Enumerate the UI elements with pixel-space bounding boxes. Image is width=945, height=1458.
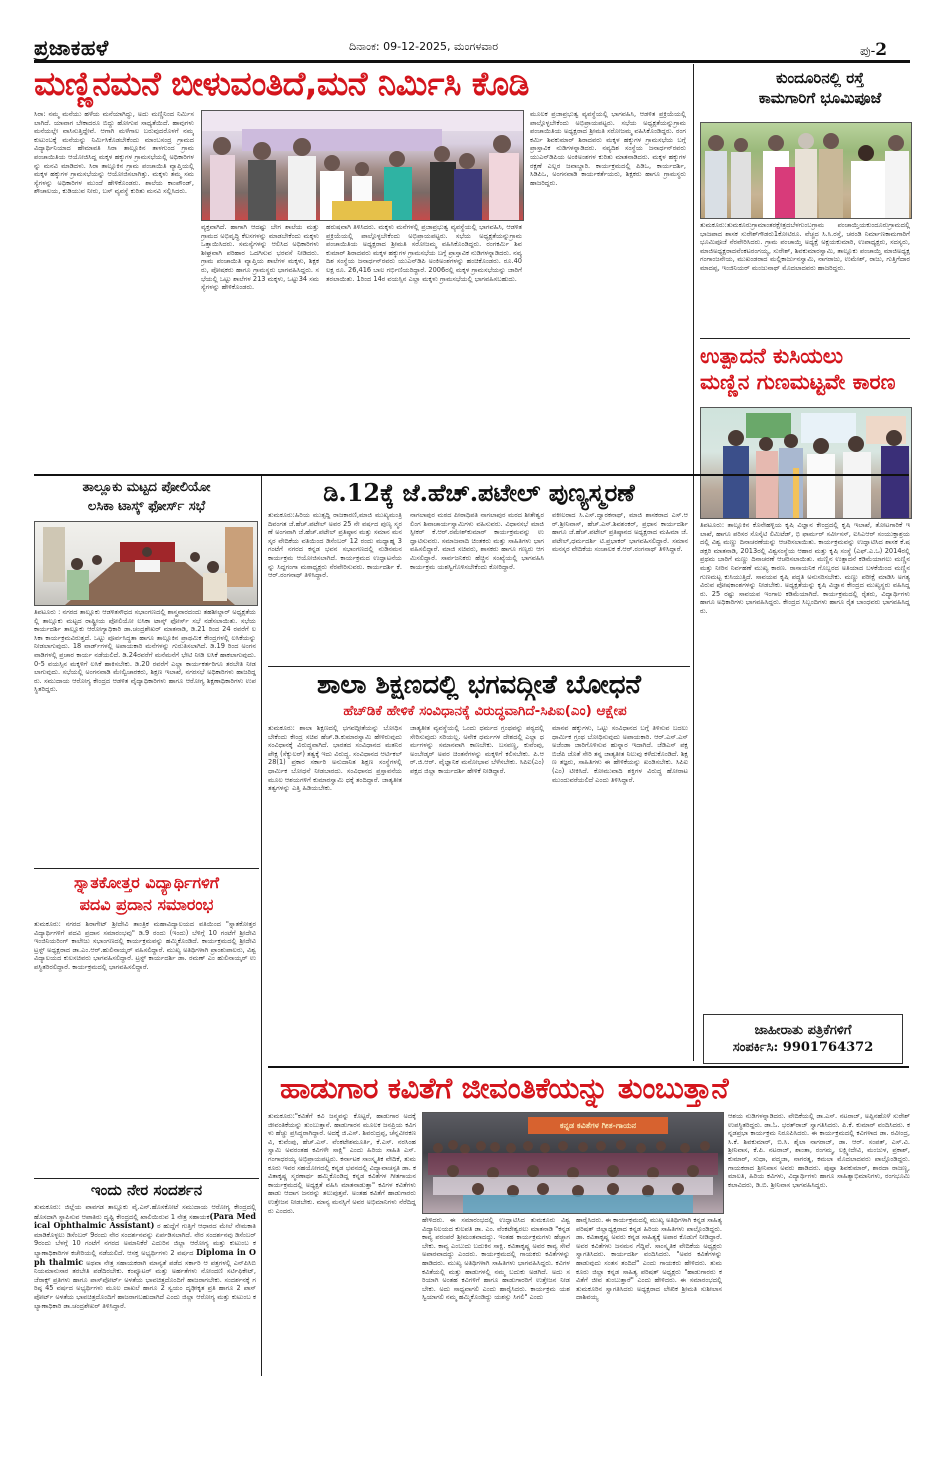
- soil-headline-line2: ಮಣ್ಣಿನ ಗುಣಮಟ್ಟವೇ ಕಾರಣ: [700, 370, 896, 394]
- advertisement-box: [703, 1014, 903, 1064]
- patel-headline: ಡಿ.12ಕ್ಕೆ ಜೆ.ಹೆಚ್.ಪಟೇಲ್ ಪುಣ್ಯಸ್ಮರಣೆ: [323, 478, 635, 507]
- polio-photo: [34, 521, 258, 606]
- poet-photo-banner: ಕನ್ನಡ ಕವಿತೆಗಳ ಗೀತ-ಗಾಯನ: [528, 1117, 668, 1134]
- polio-photo-image: [35, 522, 257, 605]
- convocation-headline-line1: ಸ್ನಾತಕೋತ್ತರ ವಿದ್ಯಾರ್ಥಿಗಳಿಗೆ: [73, 873, 220, 892]
- poet-body-col1: ತುಮಕೂರು:"ಕವಿತೆಗೆ ಕವಿ ಜನ್ಮವನ್ನು ಕೊಟ್ಟರೆ, ಹಾಡುಗಾರ ಅದಕ್ಕೆ ಜೀವಂತಿಕೆಯನ್ನು ತುಂಬುತ್ತಾನೆ. ಹಾಡುಗಾರನ ಮೂಲಕ ಜನಪ್ರಿಯ ಕವಿಗಳು ಹೆಚ್ಚು ಪ್ರಸಿದ್ಧರಾಗಿದ್ದಾರೆ. ಅದಕ್ಕೆ ಜಿ.ಎಸ್. ಶಿವರುದ್ರಪ್ಪ, ಚೆನ್ನವೀರಕಣವಿ, ಕುವೆಂಪು, ಹೆಚ್.ಎಸ್. ವೆಂಕಟೇಶಮೂರ್ತಿ, ಕೆ.ಎಸ್. ನರಸಿಂಹಸ್ವಾಮಿ ಅವರಂತಹ ಕವಿಗಳೇ ಸಾಕ್ಷಿ" ಎಂದು ಹಿರಿಯ ಸಾಹಿತಿ ಎಸ್.ಗಂಗಾಧರಯ್ಯ ಅಭಿಪ್ರಾಯಪಟ್ಟರು. ಕರ್ನಾಟಕ ಸಾಂಸ್ಕೃತಿಕ ವೇದಿಕೆ, ತುಮಕೂರು ಇವರ ಸಹಯೋಗದಲ್ಲಿ ಕನ್ನಡ ಭವನದಲ್ಲಿ ವಿದ್ಯಾವಾಚಸ್ಪತಿ ಡಾ. ಕವಿತಾಕೃಷ್ಣ ಸ್ಮರಣಾರ್ಥ ಹಮ್ಮಿಕೊಂಡಿದ್ದ ಕನ್ನಡ ಕವಿತೆಗಳ ಗೀತಗಾಯನ ಕಾರ್ಯಕ್ರಮದಲ್ಲಿ ಅಧ್ಯಕ್ಷತೆ ವಹಿಸಿ ಮಾತನಾಡುತ್ತಾ" ಕವಿಗಳ ಕವಿತೆಗಳು ಹಾಡು ಆದಾಗ ಜನರನ್ನು ತಲುಪುತ್ತವೆ. ಅಂತಹ ಕವಿತೆಗೆ ಹಾಡುಗಾರರು ಉತ್ತೇಜನ ನೀಡಬೇಕು. ಮಾನ್ಯ ಮನಸ್ಸಿಗೆ ಅವರ ಅಭಿಮಾನಿಗಳು ನೆರೆದಿದ್ದರು ಎಂದರು.: [268, 1112, 416, 1215]
- lead-body-col3: ಹರುಷವಾಗಿ ತಿಳಿಸಿದರು. ಮಕ್ಕಳು ಮನೆಗಳಲ್ಲಿ ಪ್ರಜಾಪ್ರಭುತ್ವ ವ್ಯವಸ್ಥೆಯಲ್ಲಿ ಭಾಗವಹಿಸಿ, ಆಡಳಿತ ಪ್ರಕ್ರಿಯೆಯಲ್ಲಿ ಪಾಲ್ಗೊಳ್ಳಬೇಕೆಂದು ಅಭಿಪ್ರಾಯಪಟ್ಟರು. ಸಭೆಯ ಅಧ್ಯಕ್ಷತೆಯನ್ನುಗ್ರಾಮ ಪಂಚಾಯಿತಿಯ ಅಧ್ಯಕ್ಷರಾದ ಶ್ರೀಮತಿ ಸರೋಜಮ್ಮ ವಹಿಸಿಕೊಂಡಿದ್ದರು. ರಂಗಕರ್ಮಿ ಶಿವಕುಮಾರ್ ಶಿರಾದವರು ಮಕ್ಕಳ ಹಕ್ಕುಗಳ ಗ್ರಾಮಸಭೆಯ ಬಗ್ಗೆ ಪ್ರಾಸ್ತಾವಿಕ ನುಡಿಗಳನ್ನಾಡಿದರು. ನವ್ಯದಿಶ ಸಂಸ್ಥೆಯ ಜನಾರ್ಧನ್‌ರವರು ಯುಎನ್‌ಡಿಪಿ ಅಂಕಿಅಂಶಗಳನ್ನು ಹಂಚಿಕೊಂಡರು. ರೂ.40 ಲಕ್ಷ ರೂ. 26,416 ಬಾಲ ಗರ್ಭಿಣಿಯರಿದ್ದಾರೆ. 2006ರಲ್ಲಿ ಮಕ್ಕಳ ಗ್ರಾಮಸಭೆಯನ್ನು ಜಾರಿಗೆ ತರಲಾಯಿತು. 1ರಿಂದ 14ರ ವಯಸ್ಸಿನ ಎಲ್ಲಾ ಮಕ್ಕಳು ಗ್ರಾಮಸಭೆಯಲ್ಲಿ ಭಾಗವಹಿಸಬಹುದು.: [326, 223, 522, 283]
- issue-date: ದಿನಾಂಕ: 09-12-2025, ಮಂಗಳವಾರ: [349, 40, 499, 53]
- gita-body-col1: ತುಮಕೂರು: ಶಾಲಾ ಶಿಕ್ಷಣದಲ್ಲಿ ಭಗವದ್ಗೀತೆಯನ್ನು ಬೋಧಿಸಬೇಕೆಂದು ಕೇಂದ್ರ ಸಚಿವ ಹೆಚ್.ಡಿ.ಕುಮಾರಸ್ವಾಮಿ ಹೇಳಿರುವುದು ಸಂವಿಧಾನಕ್ಕೆ ವಿರುದ್ಧವಾಗಿದೆ. ಭಾರತದ ಸಂವಿಧಾನದ ಮತನಿರಪೇಕ್ಷ (ಸೆಕ್ಯುಲರ್) ತತ್ವಕ್ಕೆ ಇದು ವಿರುದ್ಧ. ಸಂವಿಧಾನದ ಆರ್ಟಿಕಲ್ 28(1) ಪ್ರಕಾರ ಸರ್ಕಾರಿ ಅನುದಾನಿತ ಶಿಕ್ಷಣ ಸಂಸ್ಥೆಗಳಲ್ಲಿ ಧಾರ್ಮಿಕ ಬೋಧನೆ ನೀಡಬಾರದು. ಸಂವಿಧಾನದ ಪ್ರಸ್ತಾವನೆಯ ಮೂಲ ಆಶಯಗಳಿಗೆ ಕುಮಾರಸ್ವಾಮಿ ಧಕ್ಕೆ ತಂದಿದ್ದಾರೆ. ಜಾತ್ಯತೀತ ತತ್ವಗಳನ್ನು ಎತ್ತಿ ಹಿಡಿಯಬೇಕು.: [268, 724, 402, 793]
- poet-photo-image: [423, 1113, 723, 1213]
- lead-headline: ಮಣ್ಣಿನಮನೆ ಬೀಳುವಂತಿದೆ,ಮನೆ ನಿರ್ಮಿಸಿ ಕೊಡಿ: [34, 64, 529, 103]
- patel-body-col2: ನಾಗಲಾಪುರ ಮಠದ ಪೀಠಾಧಿಪತಿ ನಾಗಲಾಪುರ ಮಠದ ಶೀತೇಶ್ವರಲಿಂಗ ಶಿವಾಚಾರ್ಯಸ್ವಾಮಿಗಳು ವಹಿಸುವರು. ವಿಧಾನಸಭೆ ಮಾಜಿ ಸ್ಪೀಕರ್ ಕೆ.ಆರ್.ರಮೇಶ್‌ಕುಮಾರ್ ಕಾರ್ಯಕ್ರಮವನ್ನು ಉದ್ಘಾಟಿಸುವರು. ಸಮಾಜವಾದಿ ಚಿಂತಕರು ಮತ್ತು ಸಾಹಿತಿಗಳು ಭಾಗವಹಿಸಲಿದ್ದಾರೆ. ಮಾಜಿ ಸಚಿವರು, ಶಾಸಕರು ಹಾಗೂ ಗಣ್ಯರು ಆಗಮಿಸಲಿದ್ದಾರೆ. ಸಾರ್ವಜನಿಕರು ಹೆಚ್ಚಿನ ಸಂಖ್ಯೆಯಲ್ಲಿ ಭಾಗವಹಿಸಿ ಕಾರ್ಯಕ್ರಮ ಯಶಸ್ವಿಗೊಳಿಸಬೇಕೆಂದು ಕೋರಿದ್ದಾರೆ.: [410, 511, 544, 571]
- polio-headline-line2: ಲಸಿಕಾ ಟಾಸ್ಕ್ ಫೋರ್ಸ್ ಸಭೆ: [87, 499, 206, 514]
- eye-body-mid: ರ ಹುದ್ದೆಗೆ ಗುತ್ತಿಗೆ ಆಧಾರದ ಮೇಲೆ ನೇಮಕಾತಿ ಮಾಡಿಕೊಳ್ಳಲು ಡಿಸೆಂಬರ್ 9ರಂದು ನೇರ ಸಂದರ್ಶನವನ್ನು ಏರ್ಪಡಿಸಲಾಗಿದೆ. ನೇರ ಸಂದರ್ಶನವು ಡಿಸೆಂಬರ್ 9ರಂದು ಬೆಳಗ್ಗೆ 10 ಗಂಟೆಗೆ ನಗರದ ಅಮಾನಿಕೆರೆ ಎದುರಿನ ಜಿಲ್ಲಾ ಆರೋಗ್ಯ ಮತ್ತು ಕುಟುಂಬ ಕಲ್ಯಾಣಾಧಿಕಾರಿಗಳ ಕಚೇರಿಯಲ್ಲಿ ನಡೆಯಲಿದೆ. ಆಸಕ್ತ ಅಭ್ಯರ್ಥಿಗಳು 2 ವರ್ಷದ: [34, 1222, 256, 1257]
- lead-photo-image: [202, 111, 523, 220]
- section-divider: [34, 1178, 259, 1179]
- poet-photo: [422, 1112, 724, 1214]
- soil-photo: [700, 407, 912, 519]
- lead-body-col4: ಮೂಲಕ ಪ್ರಜಾಪ್ರಭುತ್ವ ವ್ಯವಸ್ಥೆಯಲ್ಲಿ ಭಾಗವಹಿಸಿ, ಆಡಳಿತ ಪ್ರಕ್ರಿಯೆಯಲ್ಲಿ ಪಾಲ್ಗೊಳ್ಳಬೇಕೆಂದು ಅಭಿಪ್ರಾಯಪಟ್ಟರು. ಸಭೆಯ ಅಧ್ಯಕ್ಷತೆಯನ್ನುಗ್ರಾಮ ಪಂಚಾಯಿತಿಯ ಅಧ್ಯಕ್ಷರಾದ ಶ್ರೀಮತಿ ಸರೋಜಮ್ಮ ವಹಿಸಿಕೊಂಡಿದ್ದರು. ರಂಗಕರ್ಮಿ ಶಿವಕುಮಾರ್ ಶಿರಾದವರು ಮಕ್ಕಳ ಹಕ್ಕುಗಳ ಗ್ರಾಮಸಭೆಯ ಬಗ್ಗೆ ಪ್ರಾಸ್ತಾವಿಕ ನುಡಿಗಳನ್ನಾಡಿದರು. ನವ್ಯದಿಶ ಸಂಸ್ಥೆಯ ಜನಾರ್ಧನ್‌ರವರು ಯುಎನ್‌ಡಿಪಿಯ ಅಂಕಿಅಂಶಗಳ ಕುರಿತು ಮಾತನಾಡಿದರು. ಮಕ್ಕಳ ಹಕ್ಕುಗಳ ರಕ್ಷಣೆ ಎಲ್ಲರ ಜವಾಬ್ದಾರಿ. ಕಾರ್ಯಕ್ರಮದಲ್ಲಿ ಪಿಡಿಒ, ಕಾರ್ಯದರ್ಶಿ, ಸಿಡಿಪಿಒ, ಅಂಗನವಾಡಿ ಕಾರ್ಯಕರ್ತೆಯರು, ಶಿಕ್ಷಕರು ಹಾಗೂ ಗ್ರಾಮಸ್ಥರು ಹಾಜರಿದ್ದರು.: [530, 110, 686, 187]
- page-label: ಪು-: [860, 44, 876, 59]
- eye-body-intro: ತುಮಕೂರು: ಜಿಲ್ಲೆಯ ಪಾವಗಡ ತಾಲ್ಲೂಕು ವೈ.ಎನ್.ಹೊಸಕೋಟೆ ಸಮುದಾಯ ಆರೋಗ್ಯ ಕೇಂದ್ರದಲ್ಲಿ ಹೊಸದಾಗಿ ಸ್ಥಾಪಿಸುವ ಆಪಾತಿರು ದೃಷ್ಟಿ ಕೇಂದ್ರದಲ್ಲಿ ಖಾಲಿಯಿರುವ 1 ನೇತ್ರ ಸಹಾಯಕ: [34, 1203, 256, 1221]
- ad-line1: ಜಾಹೀರಾತು ಪತ್ರಿಕೆಗಳಿಗೆ: [754, 1023, 852, 1038]
- column-divider: [693, 476, 694, 1061]
- poet-headline: ಹಾಡುಗಾರ ಕವಿತೆಗೆ ಜೀವಂತಿಕೆಯನ್ನು ತುಂಬುತ್ತಾನೆ: [280, 1071, 729, 1105]
- kunduru-headline: [700, 68, 940, 108]
- gita-headline: ಶಾಲಾ ಶಿಕ್ಷಣದಲ್ಲಿ ಭಗವದ್ಗೀತೆ ಬೋಧನೆ: [316, 670, 642, 700]
- soil-headline-line1: ಉತ್ಪಾದನೆ ಕುಸಿಯಲು: [700, 344, 844, 368]
- patel-body-col3: ವಕೀಲರಾದ ಸಿ.ಎಸ್.ದ್ವಾರಕನಾಥ್, ಮಾಜಿ ಶಾಸಕರಾದ ಎಸ್.ಆರ್.ಶ್ರೀನಿವಾಸ್, ಹೆಚ್.ಎಸ್.ಶಿವಶಂಕರ್, ಪ್ರಧಾನ ಕಾರ್ಯದರ್ಶಿ ಹಾಗೂ ಜೆ.ಹೆಚ್.ಪಟೇಲ್ ಪ್ರತಿಷ್ಠಾನದ ಅಧ್ಯಕ್ಷರಾದ ಮಹಿಮಾ ಜೆ.ಪಟೇಲ್,ಧರ್ಮದರ್ಶಿ ಟಿ.ಪ್ರಭಾಕರ್ ಭಾಗವಹಿಸಲಿದ್ದಾರೆ. ಸಮಾನ ಮನಸ್ಕರ ವೇದಿಕೆಯ ಸಂಚಾಲಕ ಕೆ.ಆರ್.ರಂಗನಾಥ್ ತಿಳಿಸಿದ್ದಾರೆ.: [552, 511, 688, 554]
- lead-photo: [201, 110, 524, 221]
- convocation-headline-line2: ಪದವಿ ಪ್ರದಾನ ಸಮಾರಂಭ: [79, 895, 214, 914]
- page-number-value: 2: [875, 40, 888, 60]
- eye-english-post: (Para Medical Ophthalmic Assistant): [34, 1210, 256, 1231]
- eye-headline: ಇಂದು ನೇರ ಸಂದರ್ಶನ: [90, 1181, 203, 1199]
- eye-english-course: Diploma in Oph thalmic: [34, 1246, 256, 1267]
- convocation-headline: [34, 872, 259, 916]
- gita-body-col3: ಮಾನವ ಹಕ್ಕುಗಳು, ಒಟ್ಟು ಸಂವಿಧಾನದ ಬಗ್ಗೆ ತಿಳಿಸುವ ಬದಲು ಧಾರ್ಮಿಕ ಗ್ರಂಥ ಬೋಧಿಸುವುದು ಅಪಾಯಕಾರಿ. ಆರ್.ಎಸ್.ಎಸ್ ಅಜೆಂಡಾ ಜಾರಿಗೊಳಿಸುವ ಹುನ್ನಾರ ಇದಾಗಿದೆ. ಜೆಡಿಎಸ್ ಪಕ್ಷ ಬಿಜೆಪಿ ಜೊತೆ ಸೇರಿ ತನ್ನ ಜಾತ್ಯತೀತ ನಿಲುವು ಕಳೆದುಕೊಂಡಿದೆ. ಶಿಕ್ಷಣ ತಜ್ಞರು, ಸಾಹಿತಿಗಳು ಈ ಹೇಳಿಕೆಯನ್ನು ಖಂಡಿಸಬೇಕು. ಸಿಪಿಐ(ಎಂ) ಟೀಕಿಸಿದೆ. ಕೋಮುವಾದಿ ಶಕ್ತಿಗಳ ವಿರುದ್ಧ ಹೋರಾಟ ಮುಂದುವರೆಯಲಿದೆ ಎಂದು ತಿಳಿಸಿದ್ದಾರೆ.: [552, 724, 688, 784]
- kunduru-photo: [700, 122, 912, 219]
- poet-body-col2: ಹೇಳಿದರು. ಈ ಸಮಾರಂಭದಲ್ಲಿ ಉದ್ಘಾಟಿಸಿದ ತುಮಕೂರು ವಿಶ್ವವಿದ್ಯಾನಿಲಯದ ಕುಲಪತಿ ಡಾ. ಎಂ. ವೆಂಕಟೇಶ್ವರಲು ಮಾತನಾಡಿ "ಕನ್ನಡ ಕಾವ್ಯ ಪರಂಪರೆ ಶ್ರೀಮಂತವಾದದ್ದು. ಇಂತಹ ಕಾರ್ಯಕ್ರಮಗಳು ಹೆಚ್ಚಾಗಬೇಕು. ಕಾವ್ಯ ಎಂಬುದು ಬದುಕಿನ ಸಾಕ್ಷಿ. ಕವಿತಾಕೃಷ್ಣ ಅವರ ಕಾವ್ಯ ಸೇವೆ ಅಪಾರವಾದದ್ದು ಎಂದರು. ಕಾರ್ಯಕ್ರಮದಲ್ಲಿ ಗಾಯಕರು ಕವಿತೆಗಳನ್ನು ಹಾಡಿದರು. ಮುಖ್ಯ ಅತಿಥಿಗಳಾಗಿ ಸಾಹಿತಿಗಳು ಭಾಗವಹಿಸಿದ್ದರು. ಕವಿಗಳ ಕವಿತೆಯಲ್ಲಿ ಮತ್ತು ಹಾಡುಗಳಲ್ಲಿ ನಮ್ಮ ಬದುಕು ಅಡಗಿದೆ. ಅದು ಸರಿಯಾಗಿ ಅಂತಹ ಕವಿಗಳಿಗೆ ಹಾಗೂ ಹಾಡುಗಾರರಿಗೆ ಉತ್ತೇಜನ ನೀಡಬೇಕು. ಅದು ಸಾಧ್ಯವಾಗಲಿ ಎಂದು ಹಾರೈಸಿದರು. ಕಾರ್ಯಕ್ರಮ ಯಶಸ್ವಿಯಾಗಲಿ ನಮ್ಮ ಹಮ್ಮಿಕೊಂಡಿದ್ದು ಯಶಸ್ಸು ಸಿಗಲಿ" ಎಂದು: [422, 1216, 570, 1302]
- kunduru-body: ತುಮಕೂರು:ತುಮಕೂರುಗ್ರಾಮಾಂತರಕ್ಷೇತ್ರದಬೆಳಗುಂಬಗ್ರಾಮ ಪಂಚಾಯ್ತಿಯಕುಂದೂರುಗ್ರಾಮದಲ್ಲಿ ಭಾಜಪಾದ ಶಾಸಕ ಸುರೇಶ್‌ಗೌಡರು1ಕೋಟಿರೂ. ವೆಚ್ಚದ ಸಿ.ಸಿ.ರಸ್ತೆ, ಚರಂಡಿ ನಿರ್ಮಾಣಕಾಮಗಾರಿಗೆ ಭೂಮಿಪೂಜೆ ನೆರವೇರಿಸಿದರು. ಗ್ರಾಮ ಪಂಚಾಯ್ತಿ ಅಧ್ಯಕ್ಷೆ ಅಕ್ಷಯಕುಮಾರಿ, ಉಪಾಧ್ಯಕ್ಷರು, ಸದಸ್ಯರು, ಮಾಜಿಅಧ್ಯಕ್ಷರಾದವೆಂಕಟರಂಗಯ್ಯ, ಸುರೇಶ್, ಶಿವಕುಮಾರಸ್ವಾಮಿ, ತಾಲ್ಲೂಕು ಪಂಚಾಯ್ತಿ ಮಾಜಿಅಧ್ಯಕ್ಷಗಂಗಾಂಜನೇಯ, ಮುಖಂಡರಾದ ಮಲ್ಲಿಕಾರ್ಜುನಸ್ವಾಮಿ, ನಾಗರಾಜು, ಉಮೇಶ್, ರಾಜು, ಗುತ್ತಿಗೆದಾರ ಮಾದಪ್ಪ, ಇಂಜಿನಿಯರ್ ಮಂಜುನಾಥ್ ಮೊದಲಾದವರು ಹಾಜರಿದ್ದರು.: [700, 221, 910, 272]
- page-number: [860, 40, 887, 60]
- section-divider: [700, 338, 910, 339]
- polio-headline: [34, 478, 259, 516]
- newspaper-name: ಪ್ರಜಾಕಹಳೆ: [34, 36, 109, 60]
- gita-body-col2: ಜಾತ್ಯತೀತ ವ್ಯವಸ್ಥೆಯಲ್ಲಿ ಒಂದು ಧರ್ಮದ ಗ್ರಂಥವನ್ನು ಪಠ್ಯದಲ್ಲಿ ಸೇರಿಸುವುದು ಸರಿಯಲ್ಲ. ಅನೇಕ ಧರ್ಮಗಳ ದೇಶದಲ್ಲಿ ಎಲ್ಲಾ ಧರ್ಮಗಳನ್ನು ಸಮಾನವಾಗಿ ಕಾಣಬೇಕು. ಬಸವಣ್ಣ, ಕುವೆಂಪು, ಅಂಬೇಡ್ಕರ್ ಅವರ ಚಿಂತನೆಗಳನ್ನು ಮಕ್ಕಳಿಗೆ ಕಲಿಸಬೇಕು. ಪಿ.ಆರ್.ಜಿ.ಆರ್. ವೈಜ್ಞಾನಿಕ ಮನೋಭಾವ ಬೆಳೆಸಬೇಕು. ಸಿಪಿಐ(ಎಂ) ಪಕ್ಷದ ಜಿಲ್ಲಾ ಕಾರ್ಯದರ್ಶಿ ಹೇಳಿಕೆ ನೀಡಿದ್ದಾರೆ.: [410, 724, 544, 775]
- column-divider: [693, 64, 694, 474]
- section-divider: [34, 868, 259, 869]
- kunduru-headline-line1: ಕುಂದೂರಿನಲ್ಲಿ ರಸ್ತೆ: [775, 69, 865, 87]
- poet-body-col3: ಹಾರೈಸಿದರು. ಈ ಕಾರ್ಯಕ್ರಮದಲ್ಲಿ ಮುಖ್ಯ ಅತಿಥಿಗಳಾಗಿ ಕನ್ನಡ ಸಾಹಿತ್ಯ ಪರಿಷತ್ ಜಿಲ್ಲಾಧ್ಯಕ್ಷರಾದ ಕನ್ನಡ ಹಿರಿಯ ಸಾಹಿತಿಗಳು ಪಾಲ್ಗೊಂಡಿದ್ದರು. ಡಾ. ಕವಿತಾಕೃಷ್ಣ ಅವರು ಕನ್ನಡ ಸಾಹಿತ್ಯಕ್ಕೆ ಅಪಾರ ಕೊಡುಗೆ ನೀಡಿದ್ದಾರೆ. ಅವರ ಕವಿತೆಗಳು ಜನಮನ ಗೆದ್ದಿವೆ. ಸಾಂಸ್ಕೃತಿಕ ವೇದಿಕೆಯ ಅಧ್ಯಕ್ಷರು ಸ್ವಾಗತಿಸಿದರು. ಕಾರ್ಯದರ್ಶಿ ವಂದಿಸಿದರು. "ಅವರ ಕವಿತೆಗಳನ್ನು ಹಾಡುವುದು ಸಂತಸ ತಂದಿದೆ" ಎಂದು ಗಾಯಕರು ಹೇಳಿದರು. ತುಮಕೂರು ಜಿಲ್ಲಾ ಕನ್ನಡ ಸಾಹಿತ್ಯ ಪರಿಷತ್ ಅಧ್ಯಕ್ಷರು "ಹಾಡುಗಾರರು ಕವಿತೆಗೆ ಜೀವ ತುಂಬುತ್ತಾರೆ" ಎಂದು ಹೇಳಿದರು. ಈ ಸಮಾರಂಭದಲ್ಲಿ ತುಮಕೂರಿನ ಸ್ವಾಗತಿಸಿದರು ಅಧ್ಯಕ್ಷರಾದ ಲೇಖಿಕ ಶ್ರೀಮತಿ ಸುಶೀಲಾಸದಾಶಿವಯ್ಯ: [576, 1216, 722, 1302]
- ad-contact: ಸಂಪರ್ಕಿಸಿ: 9901764372: [732, 1040, 874, 1055]
- polio-headline-line1: ತಾಲ್ಲೂಕು ಮಟ್ಟದ ಪೋಲಿಯೋ: [82, 480, 211, 495]
- kunduru-photo-image: [701, 123, 911, 218]
- soil-photo-image: [701, 408, 911, 518]
- masthead-rule: [34, 60, 910, 63]
- soil-headline: [700, 343, 895, 395]
- gita-subheadline: ಹೆಚ್‌ಡಿಕೆ ಹೇಳಿಕೆ ಸಂವಿಧಾನಕ್ಕೆ ವಿರುದ್ಧವಾಗಿದೆ-ಸಿಪಿಐ(ಎಂ) ಆಕ್ಷೇಪ: [343, 703, 627, 719]
- lead-body-col2: ವ್ಯಕ್ತವಾಗಿದೆ. ಹಾಗಾಗಿ ಆದಷ್ಟು ಬೇಗ ಶಾಲೆಯ ಮತ್ತು ಗ್ರಾಮದ ಅಭಿವೃದ್ಧಿ ಕೆಲಸಗಳನ್ನು ಮಾಡಬೇಕೆಂದು ಮಕ್ಕಳು ಒತ್ತಾಯಿಸಿದರು. ಸಮಸ್ಯೆಗಳನ್ನು ಆಲಿಸಿದ ಅಧಿಕಾರಿಗಳು ಶೀಘ್ರವಾಗಿ ಪರಿಹಾರ ಒದಗಿಸುವ ಭರವಸೆ ನೀಡಿದರು. ಗ್ರಾಮ ಪಂಚಾಯಿತಿ ವ್ಯಾಪ್ತಿಯ ಶಾಲೆಗಳ ಮಕ್ಕಳು, ಶಿಕ್ಷಕರು, ಪೋಷಕರು ಹಾಗೂ ಗ್ರಾಮಸ್ಥರು ಭಾಗವಹಿಸಿದ್ದರು. ಸಭೆಯಲ್ಲಿ ಒಟ್ಟು ಶಾಲೆಗಳ 213 ಮಕ್ಕಳು, ಒಟ್ಟು34 ಸಮಸ್ಯೆಗಳನ್ನು ಹೇಳಿಕೊಂಡರು.: [201, 223, 319, 292]
- section-divider: [268, 666, 690, 667]
- lead-body-col1: ಸಿರಾ: ನಮ್ಮ ಮನೆಯು ಹಳೆಯ ಮನೆಯಾಗಿದ್ದು, ಅದು ಮಣ್ಣಿನಿಂದ ನಿರ್ಮಿಸಲಾಗಿದೆ. ಯಾವಾಗ ಬೇಕಾದರೂ ಬಿದ್ದು ಹೋಗುವ ಸಾಧ್ಯತೆಯಿದೆ. ಹಾವುಗಳು ಮನೆಯಲ್ಲೇ ವಾಸಿಸುತ್ತಿದ್ದೇವೆ. ಆಗಾಗಿ ಮಳೆಗಾಲ ಬರುವುದರೊಳಗೆ ನಮ್ಮಕುಟುಂಬಕ್ಕೆ ಮನೆಯನ್ನು ನಿರ್ಮಿಸಿಕೊಡಬೇಕೆಂದು ಮಾಂಬಸಂದ್ರ ಗ್ರಾಮದ ವಿದ್ಯಾರ್ಥಿನಿಯಾದ ಹೇಮಾವತಿ ಸಿರಾ ತಾಲ್ಲೂಕಿನ ತಾಳಗುಂದ ಗ್ರಾಮ ಪಂಚಾಯಿತಿಯ ಆಯೋಜಿಸಿದ್ದ ಮಕ್ಕಳ ಹಕ್ಕುಗಳ ಗ್ರಾಮಸಭೆಯಲ್ಲಿ ಅಧಿಕಾರಿಗಳನ್ನು ಮನವಿ ಮಾಡಿದಳು. ಸಿರಾ ತಾಲ್ಲೂಕಿನ ಗ್ರಾಮ ಪಂಚಾಯಿತಿ ವ್ಯಾಪ್ತಿಯಲ್ಲಿ ಮಕ್ಕಳ ಹಕ್ಕುಗಳ ಗ್ರಾಮಸಭೆಯನ್ನು ಆಯೋಜಿಸಲಾಗಿತ್ತು. ಮಕ್ಕಳು ತಮ್ಮ ಸಮಸ್ಯೆಗಳನ್ನು ಅಧಿಕಾರಿಗಳ ಮುಂದೆ ಹೇಳಿಕೊಂಡರು. ಶಾಲೆಯ ಕಾಂಪೌಂಡ್, ಶೌಚಾಲಯ, ಕುಡಿಯುವ ನೀರು, ಬಸ್ ವ್ಯವಸ್ಥೆ ಕುರಿತು ಮನವಿ ಸಲ್ಲಿಸಿದರು.: [34, 110, 194, 196]
- convocation-body: ತುಮಕೂರು: ನಗರದ ಶಿರಾಗೇಟ್ ಶ್ರೀದೇವಿ ತಾಂತ್ರಿಕ ಮಹಾವಿದ್ಯಾಲಯದ ವತಿಯಿಂದ "ಸ್ನಾತಕೋತ್ತರ ವಿದ್ಯಾರ್ಥಿಗಳಿಗೆ ಪದವಿ ಪ್ರದಾನ ಸಮಾರಂಭವು" ಡಿ.9 ರಂದು (ಇಂದು) ಬೆಳಿಗ್ಗೆ 10 ಗಂಟೆಗೆ ಶ್ರೀದೇವಿ ಇಂಜಿನಿಯರಿಂಗ್ ಕಾಲೇಜು ಸಭಾಂಗಣದಲ್ಲಿ ಕಾರ್ಯಕ್ರಮವನ್ನು ಹಮ್ಮಿಕೊಂಡಿದೆ. ಕಾರ್ಯಕ್ರಮದಲ್ಲಿ ಶ್ರೀದೇವಿ ಟ್ರಸ್ಟ್ ಅಧ್ಯಕ್ಷರಾದ ಡಾ.ಎಂ.ಆರ್.ಹುಲಿನಾಯ್ಕರ್ ವಹಿಸಲಿದ್ದಾರೆ. ಮುಖ್ಯ ಅತಿಥಿಗಳಾಗಿ ಪ್ರಾಂಶುಪಾಲರು, ವಿಶ್ವವಿದ್ಯಾಲಯದ ಕುಲಸಚಿವರು ಭಾಗವಹಿಸಲಿದ್ದಾರೆ. ಟ್ರಸ್ಟ್ ಕಾರ್ಯದರ್ಶಿ ಡಾ. ರಮಣ್ ಎಂ ಹುಲಿನಾಯ್ಕರ್ ಉಪಸ್ಥಿತರಿರಲಿದ್ದಾರೆ. ಕಾರ್ಯಕ್ರಮದಲ್ಲಿ ಭಾಗವಹಿಸಲಿದ್ದಾರೆ.: [34, 920, 256, 971]
- eye-body-end: ಅಥವಾ ನೇತ್ರ ಸಹಾಯಕರಾಗಿ ಮಾನ್ಯತೆ ಪಡೆದ ಸರ್ಕಾರಿ ಆ ಪತ್ರಗಳಲ್ಲಿ ಎನ್‌ಪಿಸಿಬಿ ನಿಯಮಾನುಸಾರ ತರಬೇತಿ ಪಡೆದಿರಬೇಕು. ಕಂಪ್ಯೂಟರ್ ಮತ್ತು ಅರ್ಹತೆಗಳು ನೋಂದಣಿ ಸರ್ಟಿಫಿಕೇಟ್, ಜೆರಾಕ್ಸ್ ಪ್ರತಿಗಳು ಹಾಗೂ ಪಾಸ್‌ಪೋರ್ಟ್ ಅಳತೆಯ ಭಾವಚಿತ್ರದೊಂದಿಗೆ ಹಾಜರಾಗಬೇಕು. ಸಂದರ್ಶನಕ್ಕೆ ಗರಿಷ್ಠ 45 ವರ್ಷದ ಅಭ್ಯರ್ಥಿಗಳು ಮೂಲ ದಾಖಲೆ ಹಾಗೂ 2 ಸ್ವಯಂ ದೃಢೀಕೃತ ಪ್ರತಿ ಹಾಗೂ 2 ಪಾಸ್ ಪೋರ್ಟ್ ಅಳತೆಯ ಭಾವಚಿತ್ರದೊಂದಿಗೆ ಹಾಜರಾಗಬಹುದಾಗಿದೆ ಎಂದು ಜಿಲ್ಲಾ ಆರೋಗ್ಯ ಮತ್ತು ಕುಟುಂಬ ಕಲ್ಯಾಣಾಧಿಕಾರಿ ಡಾ.ಚಂದ್ರಶೇಖರ್ ತಿಳಿಸಿದ್ದಾರೆ.: [34, 1258, 256, 1310]
- polio-body: ತಿಪಟೂರು : ನಗರದ ತಾಲ್ಲೂಕು ಆಡಳಿತಸೌಧದ ಸಭಾಂಗಣದಲ್ಲಿ ಶಾಸ್ತ್ರವಾರದಂದು ತಹಶೀಲ್ದಾರ್ ಅಧ್ಯಕ್ಷತೆಯಲ್ಲಿ ತಾಲ್ಲೂಕು ಮಟ್ಟದ ರಾಷ್ಟ್ರೀಯ ಪೋಲಿಯೋ ಲಸಿಕಾ ಟಾಸ್ಕ್ ಫೋರ್ಸ್ ಸಭೆ ನಡೆಸಲಾಯಿತು. ಸಭೆಯ ಕಾರ್ಯದರ್ಶಿ ತಾಲ್ಲೂಕು ಆರೋಗ್ಯಾಧಿಕಾರಿ ಡಾ.ಚಂದ್ರಶೇಖರ್ ಮಾತನಾಡಿ, ಡಿ.21 ರಿಂದ 24 ರವರೆಗೆ ಲಸಿಕಾ ಕಾರ್ಯಕ್ರಮವಿರುತ್ತದೆ. ಒಟ್ಟು ಪೂರ್ವಸಿದ್ಧತಾ ಹಾಗೂ ತಾಲ್ಲೂಕಿನ ಪ್ರಾಥಮಿಕ ಕೇಂದ್ರಗಳಲ್ಲಿ ಲಸಿಕೆಯನ್ನು ನೀಡಲಾಗುವುದು. 18 ವಾರ್ಡ್‌ಗಳಲ್ಲಿ ಅಪಾಯಕಾರಿ ಮನೆಗಳನ್ನು ಗುರುತಿಸಲಾಗಿದೆ. ಡಿ.19 ರಿಂದ ಅಂಗನವಾಡಿಗಳಲ್ಲಿ ಪ್ರಚಾರ ಕಾರ್ಯ ನಡೆಯಲಿದೆ. ಡಿ.24ರವರೆಗೆ ಮನೆಮನೆಗೆ ಭೇಟಿ ನೀಡಿ ಲಸಿಕೆ ಹಾಕಲಾಗುವುದು. 0-5 ವಯಸ್ಸಿನ ಮಕ್ಕಳಿಗೆ ಲಸಿಕೆ ಹಾಕಿಸಬೇಕು. ಡಿ.20 ರವರೆಗೆ ಎಲ್ಲಾ ಕಾರ್ಯಕರ್ತರಿಗೂ ತರಬೇತಿ ನೀಡಲಾಗುವುದು. ಸಭೆಯಲ್ಲಿ ಅಂಗನವಾಡಿ ಮೇಲ್ವಿಚಾರಕರು, ಶಿಕ್ಷಣ ಇಲಾಖೆ, ನಗರಸಭೆ ಅಧಿಕಾರಿಗಳು ಹಾಜರಿದ್ದರು. ಸಮುದಾಯ ಆರೋಗ್ಯ ಕೇಂದ್ರದ ಆಡಳಿತ ವೈದ್ಯಾಧಿಕಾರಿಗಳು ಹಾಗೂ ಆರೋಗ್ಯ ಶಿಕ್ಷಣಾಧಿಕಾರಿಗಳು ಉಪಸ್ಥಿತರಿದ್ದರು.: [34, 608, 256, 694]
- eye-body: [34, 1203, 256, 1415]
- soil-body: ತಿಪಟೂರು: ತಾಲ್ಲೂಕಿನ ಕೊನೇಹಳ್ಳಿಯ ಕೃಷಿ ವಿಜ್ಞಾನ ಕೇಂದ್ರದಲ್ಲಿ ಕೃಷಿ ಇಲಾಖೆ, ತೋಟಗಾರಿಕೆ ಇಲಾಖೆ, ಹಾಗೂ ಪರಿಸರ ಸೊಸೈಟಿ ಲಿಮಿಟೆಡ್, ಭಿ ಫಾರ್ಮರ್ ಸರ್ವೀಸಸ್, ಐಸಿಎಆರ್ ಸಂಯುಕ್ತಾಶ್ರಯದಲ್ಲಿ ವಿಶ್ವ ಮಣ್ಣು ದಿನಾಚರಣೆಯನ್ನು ಆಚರಿಸಲಾಯಿತು. ಕಾರ್ಯಕ್ರಮವನ್ನು ಉದ್ಘಾಟಿಸಿದ ಶಾಸಕ ಕೆ.ಷಡಕ್ಷರಿ ಮಾತನಾಡಿ, 2013ರಲ್ಲಿ ವಿಶ್ವಸಂಸ್ಥೆಯ ಆಹಾರ ಮತ್ತು ಕೃಷಿ ಸಂಸ್ಥೆ (ಎಫ್.ಎ.ಒ) 2014ರಲ್ಲಿ ಪ್ರಥಮ ಬಾರಿಗೆ ಮಣ್ಣು ದಿನಾಚರಣೆ ಆಚರಿಸಲಾಯಿತು. ಮಣ್ಣಿನ ಉತ್ಪಾದನೆ ಕಡಿಮೆಯಾಗಲು ಮಣ್ಣಿನ ಮತ್ತು ನೀರಿನ ನಿರ್ವಹಣೆ ಮುಖ್ಯ ಕಾರಣ. ರಾಸಾಯನಿಕ ಗೊಬ್ಬರದ ಅತಿಯಾದ ಬಳಕೆಯಿಂದ ಮಣ್ಣಿನ ಗುಣಮಟ್ಟ ಕುಸಿಯುತ್ತಿದೆ. ಸಾವಯವ ಕೃಷಿ ಪದ್ಧತಿ ಅನುಸರಿಸಬೇಕು. ಮಣ್ಣು ಪರೀಕ್ಷೆ ಮಾಡಿಸಿ ಅಗತ್ಯವಿರುವ ಪೋಷಕಾಂಶಗಳನ್ನು ನೀಡಬೇಕು. ಅಧ್ಯಕ್ಷತೆಯನ್ನು ಕೃಷಿ ವಿಜ್ಞಾನ ಕೇಂದ್ರದ ಮುಖ್ಯಸ್ಥರು ವಹಿಸಿದ್ದರು. 25 ರಷ್ಟು ಸಾವಯವ ಇಂಗಾಲ ಕಡಿಮೆಯಾಗಿದೆ. ಕಾರ್ಯಕ್ರಮದಲ್ಲಿ ರೈತರು, ವಿದ್ಯಾರ್ಥಿಗಳು ಹಾಗೂ ಅಧಿಕಾರಿಗಳು ಭಾಗವಹಿಸಿದ್ದರು. ಕೇಂದ್ರದ ಸಿಬ್ಬಂದಿಗಳು ಹಾಗೂ ರೈತ ಬಾಂಧವರು ಭಾಗವಹಿಸಿದ್ದರು.: [700, 521, 910, 615]
- kunduru-headline-line2: ಕಾಮಗಾರಿಗೆ ಭೂಮಿಪೂಜೆ: [758, 89, 882, 107]
- patel-body-col1: ತುಮಕೂರು:ಹಿರಿಯ ಮುತ್ಸದ್ದಿ ರಾಜಕಾರಣಿ,ಮಾಜಿ ಮುಖ್ಯಮಂತ್ರಿ ದಿವಂಗತ ಜೆ.ಹೆಚ್.ಪಟೇಲ್ ಅವರ 25 ನೇ ವರ್ಷದ ಪುಣ್ಯ ಸ್ಮರಣೆ ಅಂಗವಾಗಿ ಜೆ.ಹೆಚ್.ಪಟೇಲ್ ಪ್ರತಿಷ್ಠಾನ ಮತ್ತು ಸಮಾನ ಮನಸ್ಕರ ವೇದಿಕೆಯ ವತಿಯಿಂದ ಡಿಸೆಂಬರ್ 12 ರಂದು ಮಧ್ಯಾಹ್ನ 3 ಗಂಟೆಗೆ ನಗರದ ಕನ್ನಡ ಭವನ ಸಭಾಂಗಣದಲ್ಲಿ ನುಡಿನಮನ ಕಾರ್ಯಕ್ರಮ ಆಯೋಜಿಸಲಾಗಿದೆ. ಕಾರ್ಯಕ್ರಮದ ಉದ್ಘಾಟನೆಯನ್ನು ಸಿದ್ದಗಂಗಾ ಮಠಾಧ್ಯಕ್ಷರು ನೆರವೇರಿಸುವರು. ಕಾರ್ಯದರ್ಶಿ ಕೆ.ಆರ್.ರಂಗನಾಥ್ ತಿಳಿಸಿದ್ದಾರೆ.: [268, 511, 402, 580]
- poet-body-col4: ಆಶಯ ನುಡಿಗಳನ್ನಾಡಿದರು. ವೇದಿಕೆಯಲ್ಲಿ ಡಾ.ಎಸ್. ನಟರಾಜ್, ಅಪ್ಪಿನಹೊಳೆ ಸುರೇಶ್ ಉಪಸ್ಥಿತರಿದ್ದರು. ಡಾ.ಓ. ಭರತ್‌ರಾಜ್ ಸ್ವಾಗತಿಸಿದರು. ಪಿ.ಕೆ. ಕುಮಾರ್ ವಂದಿಸಿದರು. ಕನ್ನಡಪ್ರಭಾ ಕಾರ್ಯಕ್ರಮ ನಿರೂಪಿಸಿದರು. ಈ ಕಾರ್ಯಕ್ರಮದಲ್ಲಿ ಕವಿಗಳಾದ ಡಾ. ರವೀಂದ್ರ, ಸಿ.ಕೆ. ಶಿವಕುಮಾರ್, ಬಿ.ಸಿ. ಶೈಲಾ ನಾಗರಾಜ್, ಡಾ. ಆರ್. ಸಂಪತ್, ಎಸ್.ವಿ. ಶ್ರೀನಿವಾಸ, ಕೆ.ಪಿ. ನಟರಾಜ್, ಶಾಂತಾ, ರಂಗಮ್ಮ, ಲಕ್ಷ್ಮೀದೇವಿ, ಮಂಜುಳ, ಪ್ರಕಾಶ್, ಕುಮಾರ್, ಸುಧಾ, ಪದ್ಮಜಾ, ನಾಗರತ್ನ, ಕಮಲಾ ಮೊದಲಾದವರು ಪಾಲ್ಗೊಂಡಿದ್ದರು. ಗಾಯಕರಾದ ಶ್ರೀನಿವಾಸ ಅವರು ಹಾಡಿದರು. ಪುಷ್ಪಾ ಶಿವಕುಮಾರ್, ಶಾರದಾ ರಾಜಣ್ಣ, ಮಾಲತಿ, ಹಿರಿಯ ಕವಿಗಳು, ವಿದ್ಯಾರ್ಥಿಗಳು ಹಾಗೂ ಸಾಹಿತ್ಯಾಭಿಮಾನಿಗಳು, ರಂಗಭೂಮಿ ಕಲಾವಿದರು, ಡಿ.ಬಿ. ಶ್ರೀನಿವಾಸ ಭಾಗವಹಿಸಿದ್ದರು.: [728, 1112, 910, 1189]
- column-divider: [261, 476, 262, 1376]
